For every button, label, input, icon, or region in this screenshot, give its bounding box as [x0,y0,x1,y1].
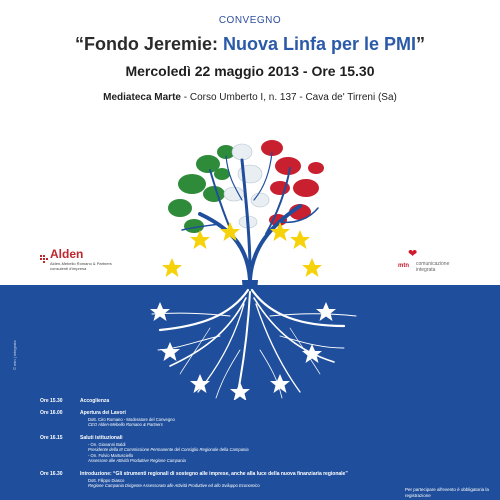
title-part-2: Nuova Linfa per le PMI [222,34,417,54]
side-vertical-credit [12,300,18,370]
event-type-label: CONVEGNO [218,15,282,26]
alden-subtitle-2: consulenti d'impresa [50,266,87,271]
slot-title: Apertura dei Lavori [80,410,126,416]
slot-line: Dott. Filippo Diasco [88,478,125,483]
venue-address: - Corso Umberto I, n. 137 - Cava de' Tirreni (Sa) [180,92,397,103]
slot-time: Ore 15.30 [40,398,63,404]
star-white-4 [302,344,322,363]
slot-line: Presidente della III Commissione Permanente del Consiglio Regionale della Campania [88,447,249,452]
event-venue [0,92,500,103]
star-white-2 [316,302,336,321]
registration-note: Per partecipare all'evento è obbligatoria la registrazione [405,487,489,498]
mtn-name: mtn [398,263,409,269]
event-date: Mercoledì 22 maggio 2013 - Ore 15.30 [125,63,375,79]
slot-line: - On. Giovanni Baldi [88,442,126,447]
star-yellow-6 [302,258,322,277]
heart-icon: ❤ [408,248,418,260]
slot-line: CEO Alden-Mebello Romano & Partners [88,422,163,427]
alden-name: Alden [50,247,84,261]
star-yellow-2 [220,222,240,241]
slot-line: Regione Campania Dirigente Assessorato alle Attività Produttive ed allo Sviluppo Economico [88,483,260,488]
slot-title: Saluti istituzionali [80,435,123,441]
venue-name: Mediateca Marte [103,92,181,103]
slot-line: - On. Fulvio Martusciello [88,453,134,458]
slot-title: Introduzione: “Gli strumenti regionali di sostegno alle imprese, anche alla luce della nuova finanziaria regionale” [80,471,348,477]
slot-time: Ore 16.30 [40,471,63,477]
tree-trunk [238,280,262,336]
star-yellow-5 [162,258,182,277]
slot-line: Assessore alle Attività Produttive Regione Campania [88,458,186,463]
title-part-3: ” [416,34,426,54]
star-white-1 [150,302,170,321]
slot-title: Accoglienza [80,398,110,404]
slot-time: Ore 16.00 [40,410,63,416]
alden-subtitle-1: Alden-Mebello Romano & Partners [50,261,112,266]
title-part-1: “Fondo Jeremie: [74,34,223,54]
alden-logo [40,247,112,271]
slot-line: Dott. Ciro Romano - Moderatore del Convegno [88,417,175,422]
alden-logo-mark [40,255,48,263]
star-white-3 [160,342,180,361]
star-yellow-4 [290,230,310,249]
event-title [0,34,500,55]
side-vertical-text: © mtn | integrata [12,340,17,370]
slot-time: Ore 16.15 [40,435,63,441]
mtn-tagline: comunicazione integrata [416,261,450,273]
star-white-7 [230,382,250,400]
tree-illustration [130,130,370,400]
